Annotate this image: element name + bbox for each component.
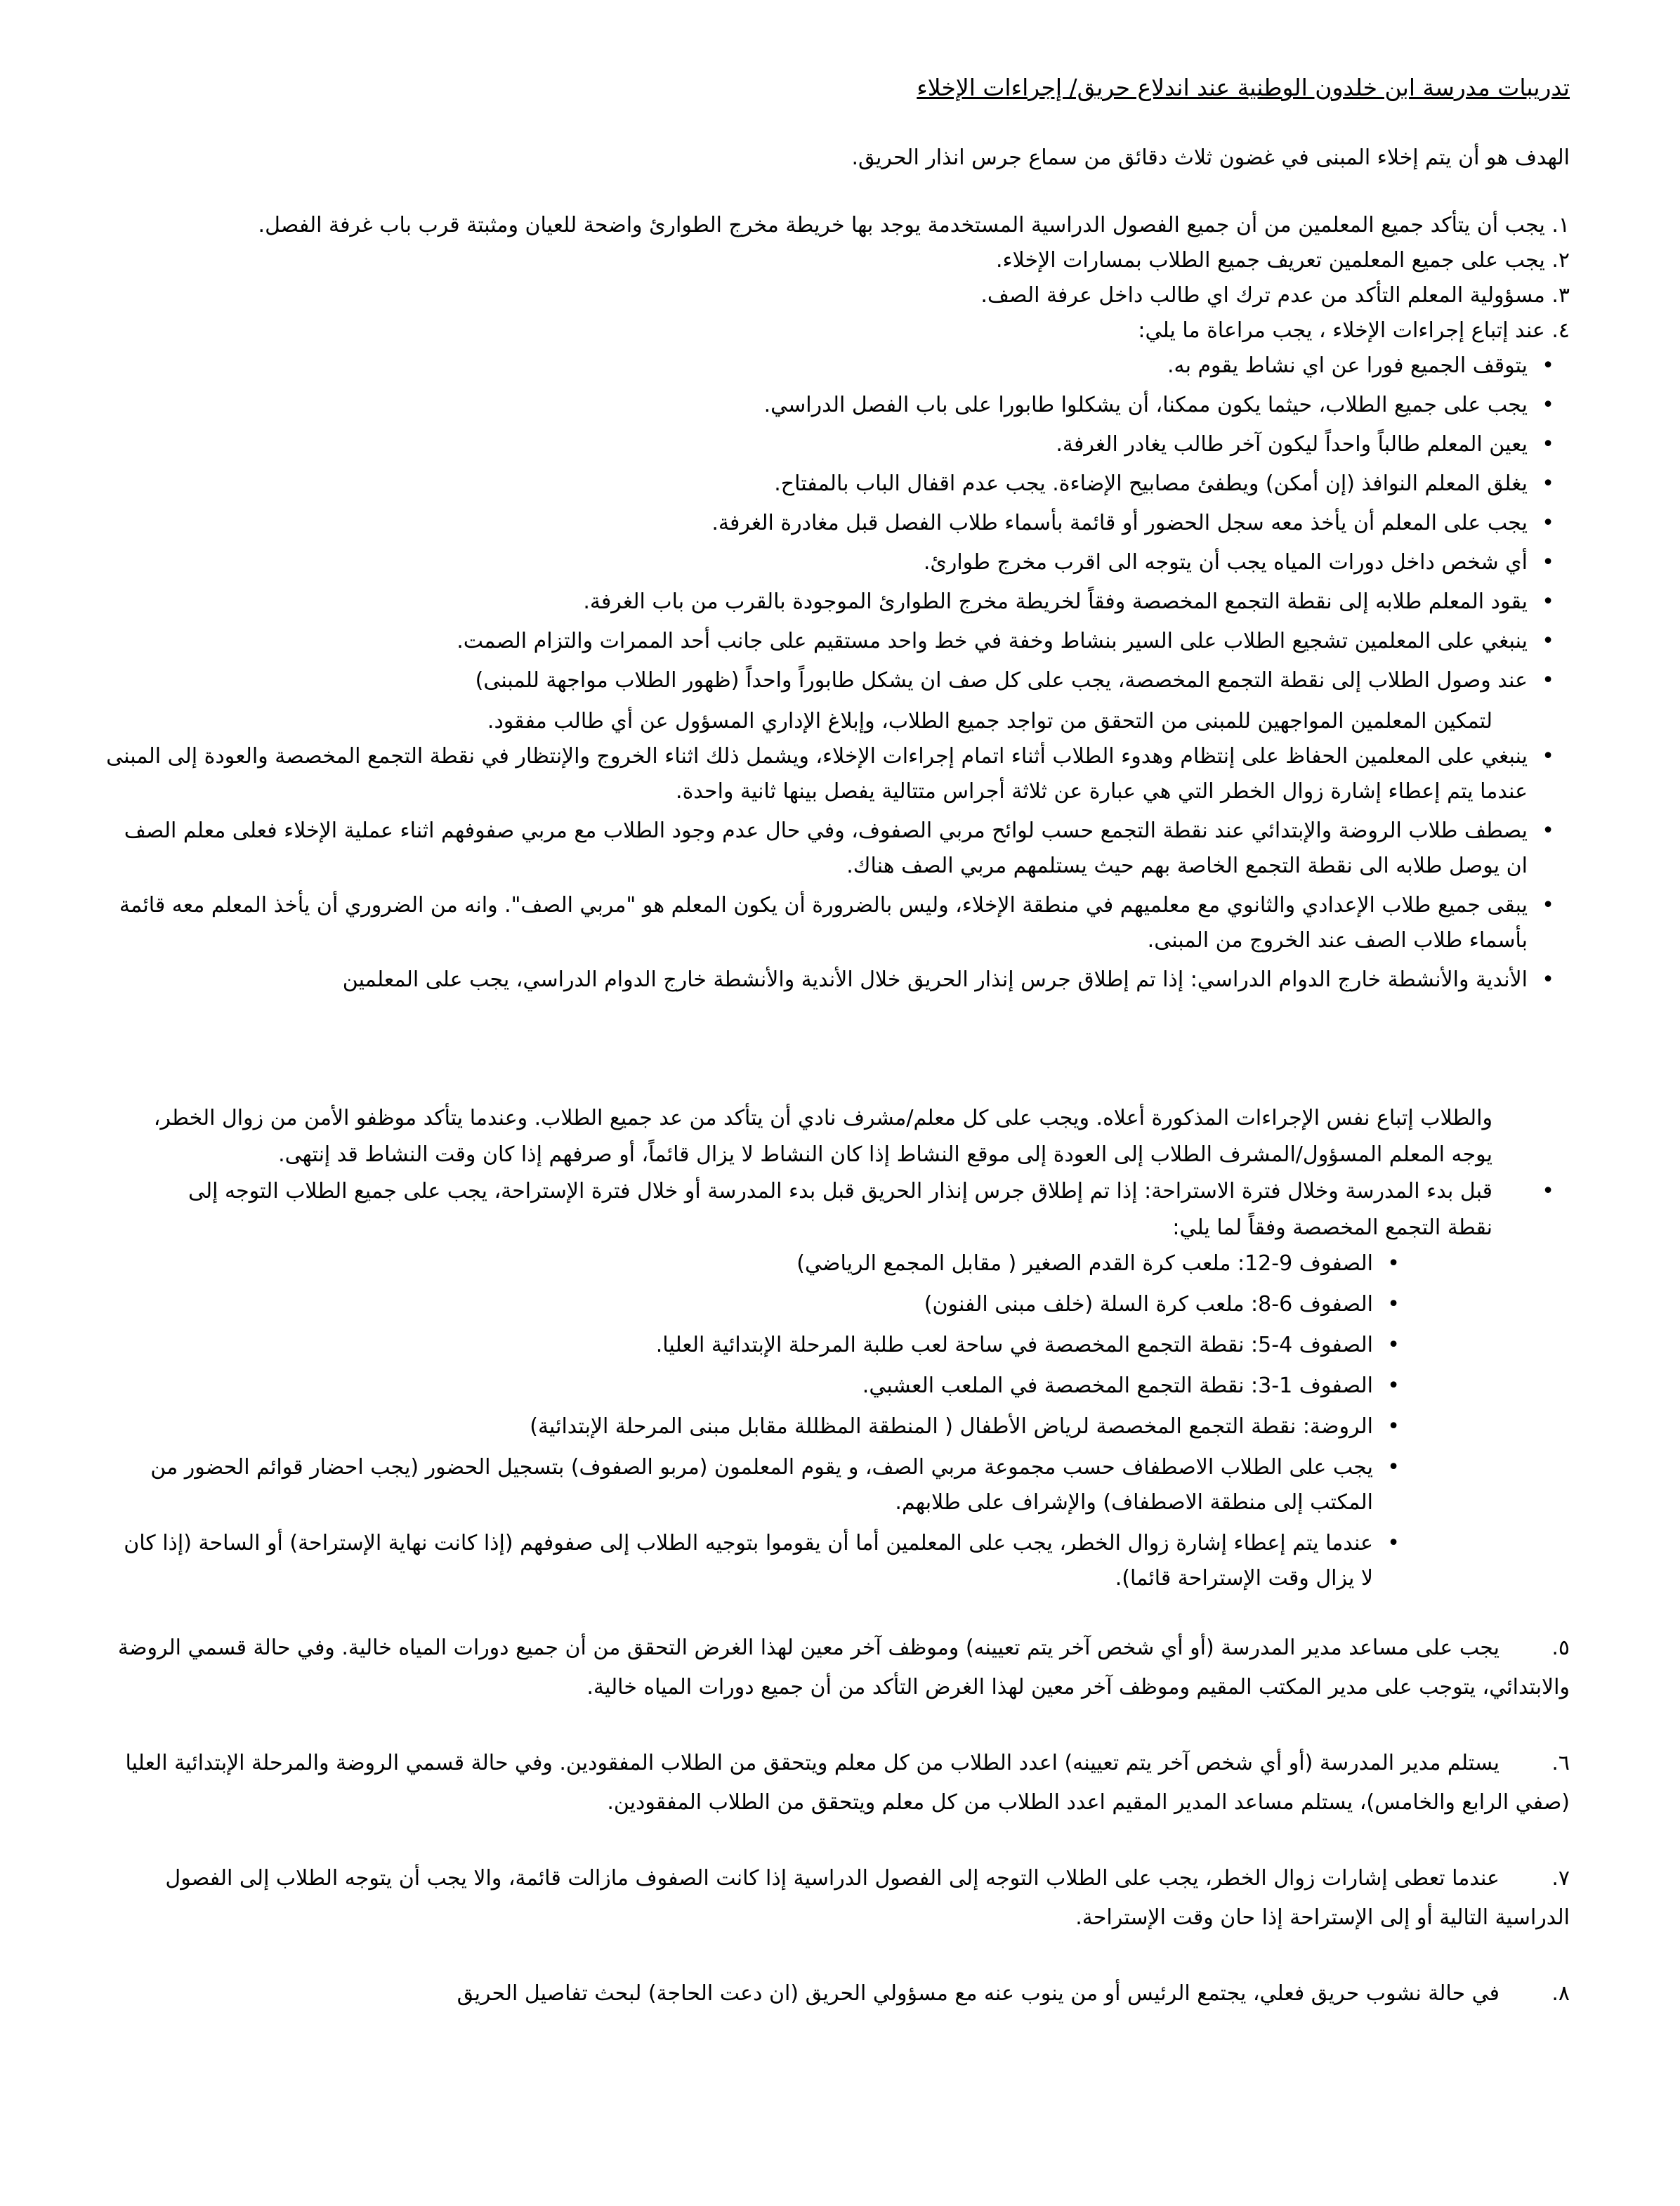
list-item: • يجب على المعلم أن يأخذ معه سجل الحضور أو قائمة بأسماء طلاب الفصل قبل مغادرة الغرفة. — [105, 506, 1570, 541]
list-item: • الروضة: نقطة التجمع المخصصة لرياض الأطفال ( المنطقة المظللة مقابل مبنى المرحلة الإبتدائية) — [105, 1409, 1415, 1444]
step-6 — [105, 1744, 1570, 1822]
step-text: يستلم مدير المدرسة (أو أي شخص آخر يتم تعيينه) اعدد الطلاب من كل معلم ويتحقق من الطلاب المفقودين. وفي حالة قسمي الروضة والمرحلة الإبتدائية العليا (صفي الرابع والخامس)، يستلم مساعد المدير المقيم اعدد الطلاب من كل معلم ويتحقق من الطلاب المفقودين. — [125, 1751, 1570, 1815]
step-number: ٨. — [1551, 1981, 1570, 2006]
step-number: ٦. — [1551, 1751, 1570, 1775]
document-title: تدريبات مدرسة ابن خلدون الوطنية عند اندلاع حريق/ إجراءات الإخلاء — [917, 74, 1570, 101]
list-item: • ينبغي على المعلمين تشجيع الطلاب على السير بنشاط وخفة في خط واحد مستقيم على جانب أحد الممرات والتزام الصمت. — [105, 624, 1570, 659]
list-item: • الصفوف 6-8: ملعب كرة السلة (خلف مبنى الفنون) — [105, 1287, 1415, 1322]
step-number: ٥. — [1551, 1636, 1570, 1660]
goal-statement: الهدف هو أن يتم إخلاء المبنى في غضون ثلاث دقائق من سماع جرس انذار الحريق. — [851, 145, 1570, 170]
list-item: • يبقى جميع طلاب الإعدادي والثانوي مع معلميهم في منطقة الإخلاء، وليس بالضرورة أن يكون المعلم هو "مربي الصف". وانه من الضروري أن يأخذ المعلم معه قائمة بأسماء طلاب الصف عند الخروج من المبنى. — [105, 888, 1570, 958]
numbered-item-1: ١. يجب أن يتأكد جميع المعلمين من أن جميع الفصول الدراسية المستخدمة يوجد بها خريطة مخرج الطوارئ واضحة للعيان ومثبتة قرب باب غرفة الفصل. — [258, 213, 1570, 237]
step-7 — [105, 1859, 1570, 1938]
assembly-rules-list — [105, 739, 1570, 998]
list-item: • يصطف طلاب الروضة والإبتدائي عند نقطة التجمع حسب لوائح مربي الصفوف، وفي حال عدم وجود الطلاب مع مربي صفوفهم اثناء عملية الإخلاء فعلى معلم الصف ان يوصل طلابه الى نقطة التجمع الخاصة بهم حيث يستلمهم مربي الصف هناك. — [105, 814, 1570, 884]
step-text: عندما تعطى إشارات زوال الخطر، يجب على الطلاب التوجه إلى الفصول الدراسية إذا كانت الصفوف مازالت قائمة، والا يجب أن يتوجه الطلاب إلى الفصول الدراسية التالية أو إلى الإستراحة إذا حان وقت الإستراحة. — [165, 1866, 1570, 1930]
evacuation-rules-list — [105, 348, 1570, 698]
step-number: ٧. — [1551, 1866, 1570, 1891]
list-item: • أي شخص داخل دورات المياه يجب أن يتوجه الى اقرب مخرج طوارئ. — [105, 545, 1570, 580]
step-8 — [105, 1974, 1570, 2014]
list-item: • الأندية والأنشطة خارج الدوام الدراسي: إذا تم إطلاق جرس إنذار الحريق خلال الأندية والأنشطة خارج الدوام الدراسي، يجب على المعلمين — [105, 962, 1570, 998]
continued-paragraph: والطلاب إتباع نفس الإجراءات المذكورة أعلاه. ويجب على كل معلم/مشرف نادي أن يتأكد من عد جميع الطلاب. وعندما يتأكد موظفو الأمن من زوال الخطر، يوجه المعلم المسؤول/المشرف الطلاب إلى العودة إلى موقع النشاط إذا كان النشاط لا يزال قائماً، أو صرفهم إذا كان وقت النشاط قد إنتهى. — [153, 1106, 1492, 1167]
page-gap — [105, 1002, 1570, 1100]
list-item: • الصفوف 1-3: نقطة التجمع المخصصة في الملعب العشبي. — [105, 1369, 1415, 1404]
bullet-continuation: لتمكين المعلمين المواجهين للمبنى من التحقق من تواجد جميع الطلاب، وإبلاغ الإداري المسؤول عن أي طالب مفقود. — [487, 709, 1492, 733]
break-time-list — [105, 1173, 1570, 1246]
assembly-points-list — [105, 1246, 1570, 1596]
list-item: • عند وصول الطلاب إلى نقطة التجمع المخصصة، يجب على كل صف ان يشكل طابوراً واحداً (ظهور الطلاب مواجهة للمبنى) — [105, 663, 1570, 698]
list-item: • عندما يتم إعطاء إشارة زوال الخطر، يجب على المعلمين أما أن يقوموا بتوجيه الطلاب إلى صفوفهم (إذا كانت نهاية الإستراحة) أو الساحة (إذا كان لا يزال وقت الإستراحة قائما). — [105, 1526, 1415, 1596]
list-item: • يعين المعلم طالباً واحداً ليكون آخر طالب يغادر الغرفة. — [105, 427, 1570, 462]
step-text: في حالة نشوب حريق فعلي، يجتمع الرئيس أو من ينوب عنه مع مسؤولي الحريق (ان دعت الحاجة) لبحث تفاصيل الحريق — [457, 1981, 1499, 2006]
step-text: يجب على مساعد مدير المدرسة (أو أي شخص آخر يتم تعيينه) وموظف آخر معين لهذا الغرض التحقق من أن جميع دورات المياه خالية. وفي حالة قسمي الروضة والابتدائي، يتوجب على مدير المكتب المقيم وموظف آخر معين لهذا الغرض التأكد من أن جميع دورات المياه خالية. — [117, 1636, 1570, 1699]
numbered-item-2: ٢. يجب على جميع المعلمين تعريف جميع الطلاب بمسارات الإخلاء. — [996, 248, 1570, 273]
list-item: • يجب على الطلاب الاصطفاف حسب مجموعة مربي الصف، و يقوم المعلمون (مربو الصفوف) بتسجيل الحضور (يجب احضار قوائم الحضور من المكتب إلى منطقة الاصطفاف) والإشراف على طلابهم. — [105, 1450, 1415, 1520]
list-item: • يجب على جميع الطلاب، حيثما يكون ممكنا، أن يشكلوا طابورا على باب الفصل الدراسي. — [105, 388, 1570, 423]
list-item: • يغلق المعلم النوافذ (إن أمكن) ويطفئ مصابيح الإضاءة. يجب عدم اقفال الباب بالمفتاح. — [105, 466, 1570, 502]
numbered-item-4: ٤. عند إتباع إجراءات الإخلاء ، يجب مراعاة ما يلي: — [1138, 318, 1570, 343]
document-page — [105, 70, 1570, 2014]
step-5 — [105, 1629, 1570, 1707]
list-item: • ينبغي على المعلمين الحفاظ على إنتظام وهدوء الطلاب أثناء اتمام إجراءات الإخلاء، ويشمل ذلك اثناء الخروج والإنتظار في نقطة التجمع المخصصة والعودة إلى المبنى عندما يتم إعطاء إشارة زوال الخطر التي هي عبارة عن ثلاثة أجراس متتالية يفصل بينها ثانية واحدة. — [105, 739, 1570, 809]
numbered-item-3: ٣. مسؤولية المعلم التأكد من عدم ترك اي طالب داخل عرفة الصف. — [980, 283, 1570, 308]
list-item: • الصفوف 9-12: ملعب كرة القدم الصغير ( مقابل المجمع الرياضي) — [105, 1246, 1415, 1281]
list-item: • يتوقف الجميع فورا عن اي نشاط يقوم به. — [105, 348, 1570, 384]
list-item: • الصفوف 4-5: نقطة التجمع المخصصة في ساحة لعب طلبة المرحلة الإبتدائية العليا. — [105, 1328, 1415, 1363]
break-time-bullet: • قبل بدء المدرسة وخلال فترة الاستراحة: إذا تم إطلاق جرس إنذار الحريق قبل بدء المدرسة أو خلال فترة الإستراحة، يجب على جميع الطلاب التوجه إلى نقطة التجمع المخصصة وفقاً لما يلي: — [105, 1173, 1570, 1246]
list-item: • يقود المعلم طلابه إلى نقطة التجمع المخصصة وفقاً لخريطة مخرج الطوارئ الموجودة بالقرب من باب الغرفة. — [105, 585, 1570, 620]
